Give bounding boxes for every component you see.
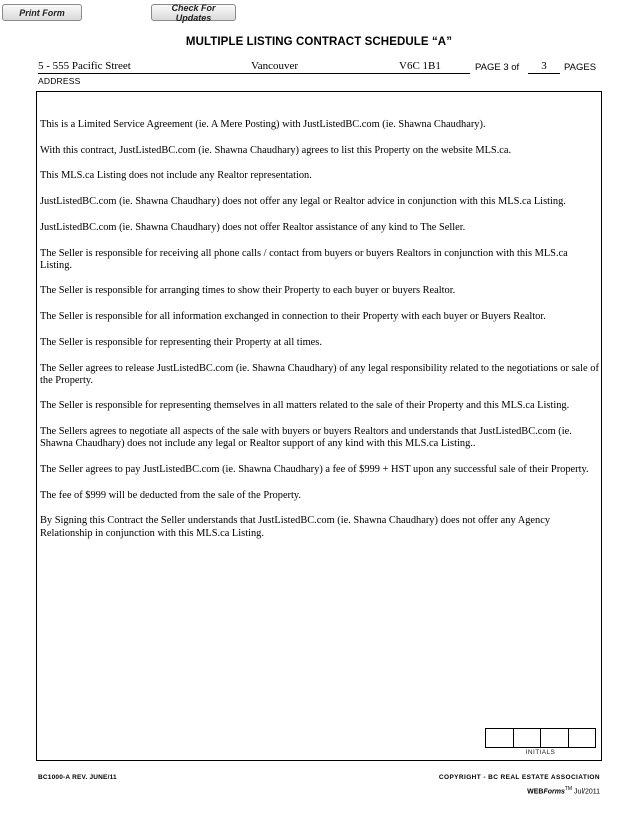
webforms-date: Jul/2011 xyxy=(574,788,600,796)
city-value: Vancouver xyxy=(251,60,299,72)
webforms-web: WEB xyxy=(527,788,544,796)
address-caption: ADDRESS xyxy=(38,76,81,86)
initials-boxes xyxy=(485,728,596,748)
schedule-content-box xyxy=(36,91,602,761)
clause: By Signing this Contract the Seller understands that JustListedBC.com (ie. Shawna Chaudhary) does not offer any Agency Relationship in conjunction with this MLS.ca Listing. xyxy=(40,515,551,539)
clause: The Sellers agrees to negotiate all aspects of the sale with buyers or buyers Realtors and understands that JustListedBC.com (ie. Shawna Chaudhary) does not include any legal or Realtor support of any kind with this MLS.ca Listing.. xyxy=(40,426,572,450)
initials-box-4[interactable] xyxy=(569,729,596,747)
clause: With this contract, JustListedBC.com (ie. Shawna Chaudhary) agrees to list this Property on the website MLS.ca. xyxy=(40,144,512,156)
print-form-button[interactable]: Print Form xyxy=(2,4,82,21)
clause: The Seller is responsible for all information exchanged in connection to their Property with each buyer or Buyers Realtor. xyxy=(40,311,546,323)
address-row xyxy=(38,60,604,76)
initials-label: INITIALS xyxy=(525,749,556,756)
webforms-stamp xyxy=(527,786,600,795)
total-pages-field[interactable]: 3 xyxy=(528,60,560,74)
clause: JustListedBC.com (ie. Shawna Chaudhary) does not offer any legal or Realtor advice in conjunction with this MLS.ca Listing. xyxy=(40,196,566,208)
clause: The Seller agrees to pay JustListedBC.com (ie. Shawna Chaudhary) a fee of $999 + HST upon any successful sale of their Property. xyxy=(40,464,589,476)
address-field[interactable] xyxy=(38,60,470,74)
copyright-notice: COPYRIGHT - BC REAL ESTATE ASSOCIATION xyxy=(438,774,600,781)
check-for-updates-button[interactable]: Check For Updates xyxy=(151,4,236,21)
clause: JustListedBC.com (ie. Shawna Chaudhary) does not offer Realtor assistance of any kind to The Seller. xyxy=(40,221,466,233)
clause: The fee of $999 will be deducted from the sale of the Property. xyxy=(40,489,302,501)
clause: The Seller agrees to release JustListedBC.com (ie. Shawna Chaudhary) of any legal responsibility related to the negotiations or sale of the Property. xyxy=(40,362,599,386)
clause: This is a Limited Service Agreement (ie. A Mere Posting) with JustListedBC.com (ie. Shawna Chaudhary). xyxy=(40,119,486,130)
clause: The Seller is responsible for representing themselves in all matters related to the sale of their Property and this MLS.ca Listing. xyxy=(40,400,570,412)
initials-box-3[interactable] xyxy=(541,729,569,747)
form-title: MULTIPLE LISTING CONTRACT SCHEDULE “A” xyxy=(185,36,453,48)
initials-box-2[interactable] xyxy=(514,729,542,747)
clause: The Seller is responsible for arranging times to show their Property to each buyer or buyers Realtor. xyxy=(40,285,456,297)
webforms-tm: TM xyxy=(564,786,573,792)
pages-label: PAGES xyxy=(564,62,597,73)
schedule-text xyxy=(40,119,599,553)
clause: This MLS.ca Listing does not include any Realtor representation. xyxy=(40,170,312,182)
clause: The Seller is responsible for representing their Property at all times. xyxy=(40,336,322,348)
initials-box-1[interactable] xyxy=(486,729,514,747)
street-value: 5 - 555 Pacific Street xyxy=(38,60,131,72)
form-code: BC1000-A REV. JUNE/11 xyxy=(38,774,117,781)
page-of-label: PAGE 3 of xyxy=(475,62,520,73)
clause: The Seller is responsible for receiving all phone calls / contact from buyers or buyers Realtors in conjunction with this MLS.ca Listing. xyxy=(40,247,568,271)
webforms-forms: Forms xyxy=(543,788,565,796)
postal-code-value: V6C 1B1 xyxy=(399,60,441,72)
